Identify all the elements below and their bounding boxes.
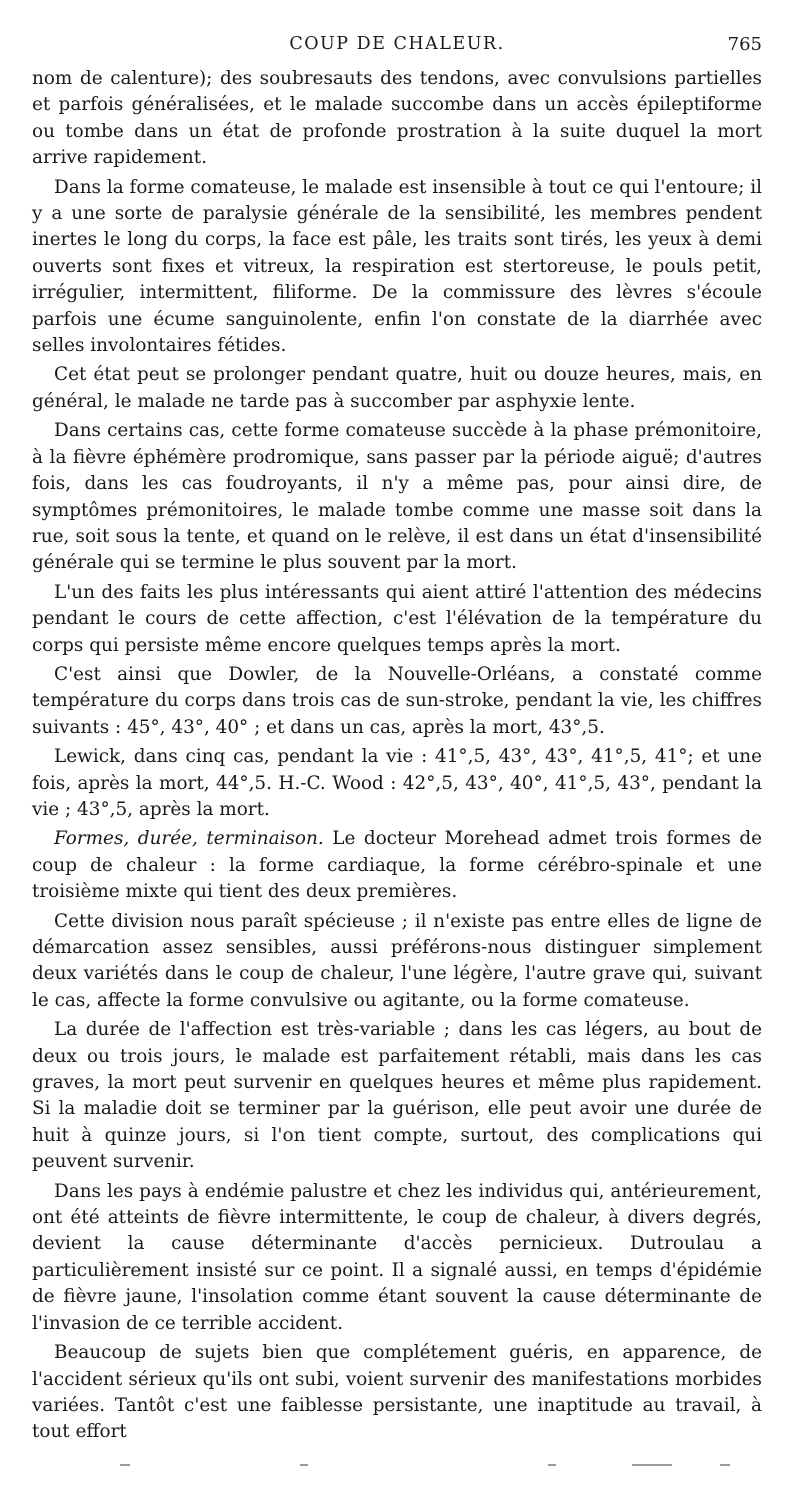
paragraph-text: L'un des faits les plus intéressants qui aient attiré l'attention des médecins pendant le cours de cette affection, c'est l'élévation de la température du corps qui persiste même encore quelques temps après la mort. — [32, 581, 762, 656]
running-title: COUP DE CHALEUR. — [289, 34, 505, 54]
paragraph-1 — [32, 66, 762, 172]
paragraph-text: Cette division nous paraît spécieuse ; il n'existe pas entre elles de ligne de démarcation assez sensibles, aussi préférons-nous distinguer simplement deux variétés dans le coup de chaleur, l'une légère, l'autre grave qui, suivant le cas, affecte la forme convulsive ou agitante, ou la forme comateuse. — [32, 910, 762, 1011]
page-number: 765 — [727, 34, 762, 55]
paragraph-text: Lewick, dans cinq cas, pendant la vie : 41°,5, 43°, 43°, 41°,5, 41°; et une fois, après la mort, 44°,5. H.-C. Wood : 42°,5, 43°, 40°, 41°,5, 43°, pendant la vie ; 43°,5, après la mort. — [32, 746, 762, 820]
paragraph-5 — [32, 580, 762, 659]
paragraph-text: Beaucoup de sujets bien que complétement guéris, en apparence, de l'accident sérieux qu'ils ont subi, voient survenir des manifestations morbides variées. Tantôt c'est une faiblesse persistante, une inaptitude au travail, à tout effort — [32, 1342, 762, 1443]
paragraph-11 — [32, 1179, 762, 1337]
paragraph-4 — [32, 418, 762, 576]
body-text — [32, 66, 762, 1446]
paragraph-8 — [32, 826, 762, 905]
running-head — [32, 34, 762, 58]
paragraph-text: Dans les pays à endémie palustre et chez les individus qui, antérieurement, ont été atteints de fièvre intermittente, le coup de chaleur, à divers degrés, devient la cause déterminante d'accès pernicieux. Dutroulau a particulièrement insisté sur ce point. Il a signalé aussi, en temps d'épidémie de fièvre jaune, l'insolation comme étant souvent la cause déterminante de l'invasion de ce terrible accident. — [32, 1180, 762, 1334]
scan-mark — [632, 1464, 672, 1466]
paragraph-text: Le docteur Morehead admet trois formes de coup de chaleur : la forme cardiaque, la forme cérébro-spinale et une troisième mixte qui tient des deux premières. — [32, 828, 762, 903]
scan-artifacts — [0, 1460, 800, 1470]
paragraph-text: nom de calenture); des soubresauts des tendons, avec convulsions partielles et parfois généralisées, et le malade succombe dans un accès épileptiforme ou tombe dans un état de profonde prostration à la suite duquel la mort arrive rapidement. — [32, 68, 762, 169]
paragraph-2 — [32, 175, 762, 360]
paragraph-10 — [32, 1017, 762, 1175]
paragraph-6 — [32, 662, 762, 741]
paragraph-text: C'est ainsi que Dowler, de la Nouvelle-Orléans, a constaté comme température du corps dans trois cas de sun-stroke, pendant la vie, les chiffres suivants : 45°, 43°, 40° ; et dans un cas, après la mort, 43°,5. — [32, 663, 762, 738]
paragraph-text: La durée de l'affection est très-variable ; dans les cas légers, au bout de deux ou trois jours, le malade est parfaitement rétabli, mais dans les cas graves, la mort peut survenir en quelques heures et même plus rapidement. Si la maladie doit se terminer par la guérison, elle peut avoir une durée de huit à quinze jours, si l'on tient compte, surtout, des complications qui peuvent survenir. — [32, 1019, 762, 1173]
scan-mark — [720, 1464, 730, 1466]
paragraph-9 — [32, 909, 762, 1015]
paragraph-3 — [32, 362, 762, 415]
paragraph-7 — [32, 744, 762, 823]
scan-mark — [120, 1464, 130, 1466]
section-lead: Formes, durée, terminaison. — [54, 828, 324, 850]
scan-mark — [300, 1464, 308, 1466]
scan-mark — [548, 1464, 556, 1466]
paragraph-text: Cet état peut se prolonger pendant quatre, huit ou douze heures, mais, en général, le malade ne tarde pas à succomber par asphyxie lente. — [32, 364, 762, 412]
paragraph-text: Dans la forme comateuse, le malade est insensible à tout ce qui l'entoure; il y a une sorte de paralysie générale de la sensibilité, les membres pendent inertes le long du corps, la face est pâle, les traits sont tirés, les yeux à demi ouverts sont fixes et vitreux, la respiration est stertoreuse, le pouls petit, irrégulier, intermittent, filiforme. De la commissure des lèvres s'écoule parfois une écume sanguinolente, enfin l'on constate de la diarrhée avec selles involontaires fétides. — [32, 176, 762, 357]
paragraph-12 — [32, 1340, 762, 1446]
paragraph-text: Dans certains cas, cette forme comateuse succède à la phase prémonitoire, à la fièvre éphémère prodromique, sans passer par la période aiguë; d'autres fois, dans les cas foudroyants, il n'y a même pas, pour ainsi dire, de symptômes prémonitoires, le malade tombe comme une masse soit dans la rue, soit sous la tente, et quand on le relève, il est dans un état d'insensibilité générale qui se termine le plus souvent par la mort. — [32, 420, 762, 574]
